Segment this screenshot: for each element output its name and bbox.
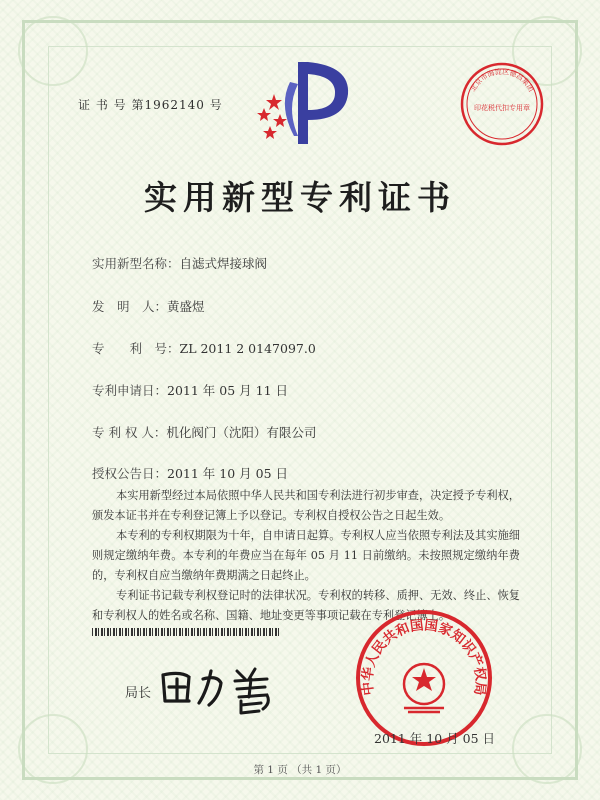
statement-paragraph: 本专利的专利权期限为十年，自申请日起算。专利权人应当依照专利法及其实施细则规定缴纳年费。本专利的年费应当在每年 05 月 11 日前缴纳。未按照规定缴纳年费的，专利权自应当缴纳年费期满之日起终止。	[92, 529, 520, 582]
certificate-number: 证 书 号 第1962140 号	[78, 98, 223, 112]
tax-stamp-ring-text: 北京市海淀区德昌集团	[468, 67, 536, 94]
official-seal	[354, 608, 494, 748]
page-number: 第 1 页 （共 1 页）	[253, 764, 347, 776]
statement-paragraph: 专利证书记载专利权登记时的法律状况。专利权的转移、质押、无效、终止、恢复和专利权人的姓名或名称、国籍、地址变更等事项记载在专利登记簿上。	[92, 589, 520, 622]
field-label: 发 明 人：	[92, 299, 168, 314]
page-title: 实用新型专利证书	[144, 178, 456, 217]
director-signature	[155, 657, 295, 715]
field-value: 2011 年 05 月 11 日	[167, 383, 289, 398]
seal-ring-text: 中华人民共和国国家知识产权局	[359, 617, 489, 697]
field-value: ZL 2011 2 0147097.0	[179, 341, 316, 356]
field-value: 黄盛煜	[167, 299, 205, 314]
field-grant-date	[92, 464, 288, 482]
field-inventor	[92, 297, 205, 315]
field-label: 实用新型名称：	[92, 256, 180, 271]
barcode	[92, 628, 280, 636]
field-label: 授权公告日：	[92, 466, 168, 481]
tax-stamp-seal	[458, 60, 546, 148]
tax-stamp-text: 印花税代扣专用章	[474, 104, 530, 112]
field-model-name	[92, 254, 267, 272]
field-value: 机化阀门（沈阳）有限公司	[166, 425, 317, 440]
field-label: 专利申请日：	[92, 383, 168, 398]
field-filing-date	[92, 381, 288, 399]
field-value: 2011 年 10 月 05 日	[167, 466, 289, 481]
field-value: 自滤式焊接球阀	[179, 256, 268, 271]
corner-ornament	[18, 16, 88, 86]
field-label: 专 利 号：	[92, 341, 180, 356]
statement-paragraph: 本实用新型经过本局依照中华人民共和国专利法进行初步审查，决定授予专利权，颁发本证书并在专利登记簿上予以登记。专利权自授权公告之日起生效。	[92, 489, 520, 522]
director-label: 局长	[125, 686, 152, 701]
issue-date: 2011 年 10 月 05 日	[374, 731, 495, 746]
field-label: 专 利 权 人：	[92, 425, 167, 440]
sipo-logo	[250, 54, 360, 154]
field-patent-number	[92, 339, 316, 357]
field-patentee	[92, 423, 316, 441]
